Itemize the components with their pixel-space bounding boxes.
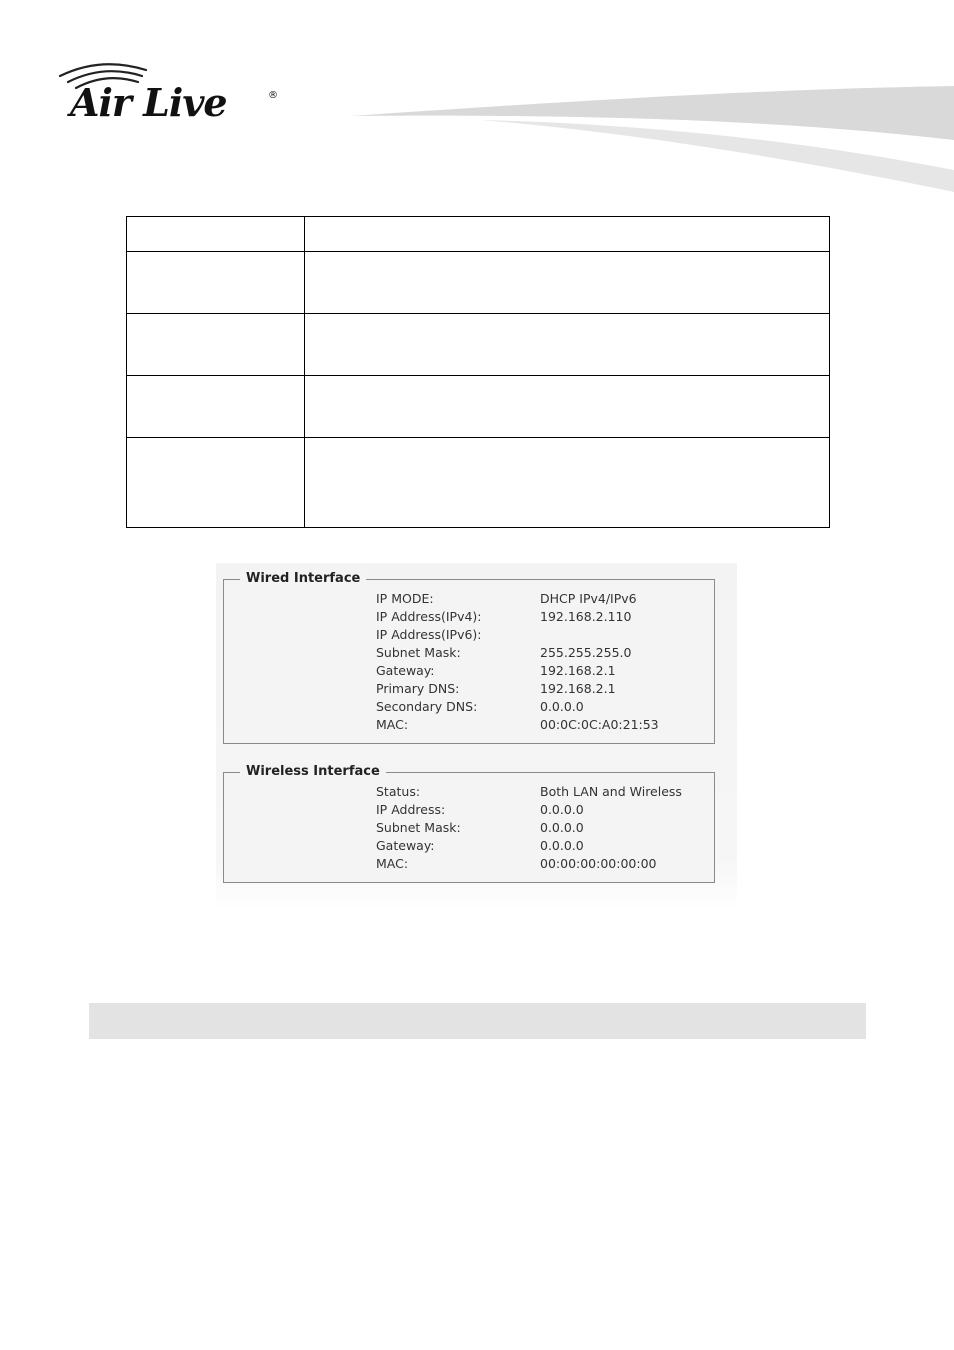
table-cell	[305, 252, 830, 314]
svg-text:Air Live: Air Live	[70, 80, 227, 125]
row-value: DHCP IPv4/IPv6	[540, 591, 637, 606]
row-value: 192.168.2.1	[540, 681, 616, 696]
row-label: IP Address:	[376, 802, 446, 817]
row-label: Primary DNS:	[376, 681, 460, 696]
row-value: 192.168.2.110	[540, 609, 632, 624]
wired-interface-panel	[223, 571, 715, 744]
wired-row-subnet	[224, 644, 714, 662]
row-label: Subnet Mask:	[376, 820, 461, 835]
table-cell	[127, 376, 305, 438]
table-cell	[305, 376, 830, 438]
row-label: IP Address(IPv4):	[376, 609, 482, 624]
airlive-logo	[56, 56, 286, 126]
wired-row-ip-mode	[224, 590, 714, 608]
row-value: 0.0.0.0	[540, 838, 584, 853]
row-label: Subnet Mask:	[376, 645, 461, 660]
wireless-row-mac	[224, 855, 714, 873]
wired-row-gateway	[224, 662, 714, 680]
row-label: IP MODE:	[376, 591, 434, 606]
wireless-row-status	[224, 783, 714, 801]
row-label: Gateway:	[376, 838, 435, 853]
wired-row-ipv4	[224, 608, 714, 626]
row-label: MAC:	[376, 717, 409, 732]
row-label: MAC:	[376, 856, 409, 871]
wireless-interface-title: Wireless Interface	[240, 763, 386, 781]
wired-row-ipv6	[224, 626, 714, 644]
row-value: 255.255.255.0	[540, 645, 632, 660]
row-value: 0.0.0.0	[540, 820, 584, 835]
table-cell	[127, 314, 305, 376]
table-cell	[127, 252, 305, 314]
table-cell	[305, 438, 830, 528]
table-cell	[305, 314, 830, 376]
row-value: 00:00:00:00:00:00	[540, 856, 657, 871]
table-cell	[127, 438, 305, 528]
wireless-interface-panel	[223, 764, 715, 883]
status-screenshot	[216, 563, 737, 910]
section-header-bar	[89, 1003, 866, 1039]
table-cell	[305, 217, 830, 252]
wireless-row-gateway	[224, 837, 714, 855]
wireless-row-ip	[224, 801, 714, 819]
svg-text:®: ®	[268, 90, 278, 101]
row-value: 00:0C:0C:A0:21:53	[540, 717, 659, 732]
wired-row-primary-dns	[224, 680, 714, 698]
row-label: Status:	[376, 784, 421, 799]
row-value: 0.0.0.0	[540, 802, 584, 817]
row-value: Both LAN and Wireless	[540, 784, 682, 799]
row-label: Gateway:	[376, 663, 435, 678]
table-cell	[127, 217, 305, 252]
row-value: 0.0.0.0	[540, 699, 584, 714]
wired-row-mac	[224, 716, 714, 734]
header-swoosh	[330, 80, 954, 200]
row-label: IP Address(IPv6):	[376, 627, 482, 642]
wired-row-secondary-dns	[224, 698, 714, 716]
row-value: 192.168.2.1	[540, 663, 616, 678]
wireless-row-subnet	[224, 819, 714, 837]
description-table	[126, 216, 830, 528]
row-label: Secondary DNS:	[376, 699, 478, 714]
wired-interface-title: Wired Interface	[240, 570, 366, 588]
